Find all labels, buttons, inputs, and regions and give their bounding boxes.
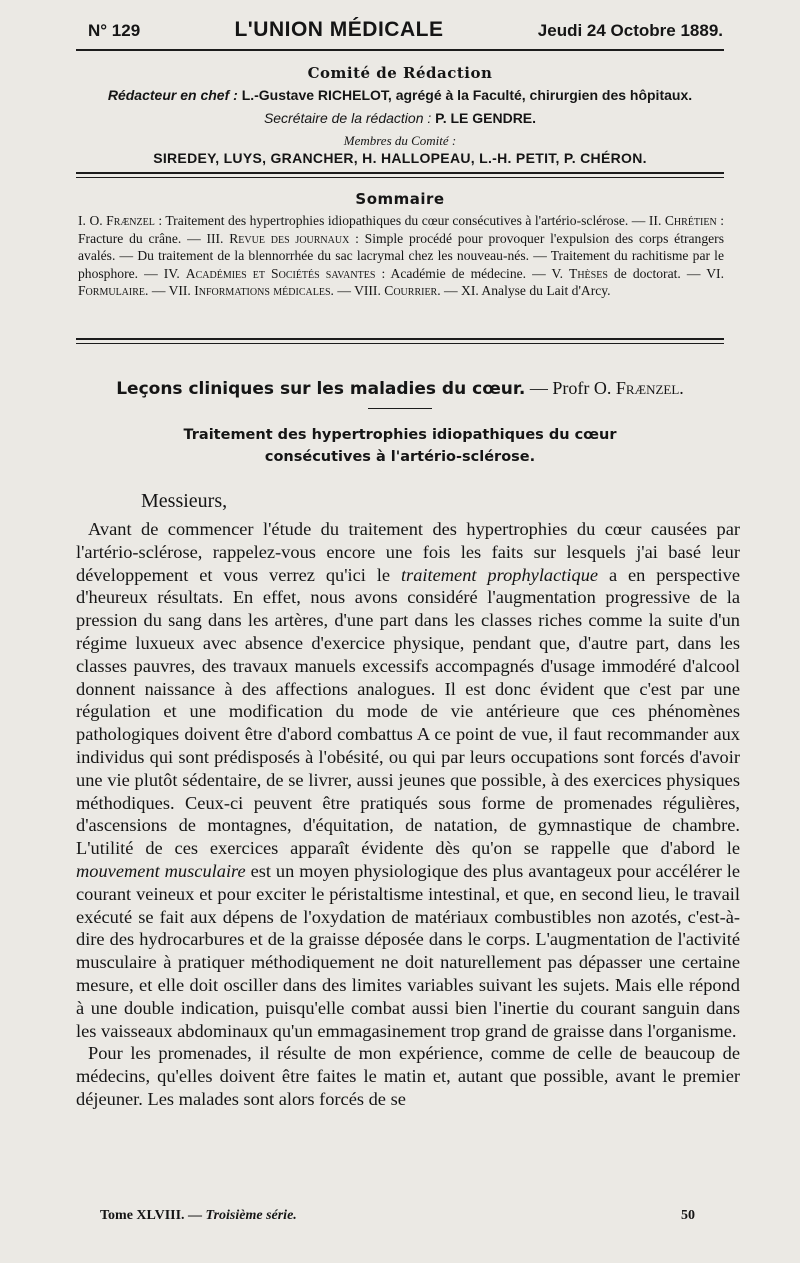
sommaire-rule-bottom xyxy=(76,343,724,344)
sommaire-entry-author: Thèses xyxy=(569,265,608,281)
sommaire-entry-author: Revue des journaux xyxy=(229,230,350,246)
secretaire-name: P. LE GENDRE. xyxy=(435,110,537,126)
sommaire-entry-text: : Traitement des hypertrophies idiopathiques du cœur consécutives à l'artério-sclérose. — xyxy=(154,213,649,228)
sommaire-entry xyxy=(461,283,611,298)
sommaire-entry-number: II. xyxy=(648,213,665,228)
paragraph-1 xyxy=(76,518,740,1042)
sommaire-entry-text: : Fracture du crâne. — xyxy=(78,213,724,246)
sommaire-entry-author: Chrétien xyxy=(664,213,717,228)
article-body xyxy=(76,518,740,1111)
comite-title: Comité de Rédaction xyxy=(307,64,493,82)
sommaire-entry-text: Analyse du Lait d'Arcy. xyxy=(481,283,611,298)
sommaire-entry-text: . — xyxy=(330,283,355,298)
p1-emphasis-2: mouvement musculaire xyxy=(76,860,246,881)
sommaire-entry-text: . — xyxy=(145,283,169,298)
serie-label: Troisième série. xyxy=(205,1208,297,1223)
sommaire-entry xyxy=(164,266,552,281)
article-title-line2: consécutives à l'artério-sclérose. xyxy=(264,449,536,465)
title-separator xyxy=(368,408,432,409)
sommaire-entry-text: . — xyxy=(437,283,462,298)
sommaire-entry-number: V. xyxy=(551,265,570,281)
lecons-title: Leçons cliniques sur les maladies du cœur. xyxy=(116,379,526,399)
sommaire-entry-number: VII. xyxy=(168,283,195,298)
paragraph-2: Pour les promenades, il résulte de mon expérience, comme de celle de beaucoup de médecins, qu'elles doivent être faites le matin et, autant que possible, avant le premier déjeuner. Les malades sont alors forcés de se xyxy=(76,1043,740,1109)
tome-info xyxy=(100,1208,297,1224)
membres-label: Membres du Comité : xyxy=(343,133,457,148)
redacteur-label: Rédacteur en chef : xyxy=(107,87,238,103)
sommaire-entry-author: Formulaire xyxy=(78,283,146,298)
sommaire-entry-number: III. xyxy=(206,230,230,246)
sommaire-entry xyxy=(552,266,707,281)
redacteur-name: L.-Gustave RICHELOT, agrégé à la Faculté, chirurgien des hôpitaux. xyxy=(241,87,693,103)
article-title xyxy=(140,424,660,468)
sommaire-rule-top xyxy=(76,338,724,340)
salutation: Messieurs, xyxy=(141,490,228,512)
p1-text-a: Avant de commencer l'étude du traitement des hypertrophies du cœur causées par l'artério-sclérose, rappelez-vous encore une fois les faits sur lesquels j'ai basé leur développement et vous verrez qu'ici le xyxy=(76,519,740,585)
header-rule xyxy=(76,49,724,51)
sommaire-title: Sommaire xyxy=(355,190,445,208)
membres-list: SIREDEY, LUYS, GRANCHER, H. HALLOPEAU, L.-H. PETIT, P. CHÉRON. xyxy=(153,150,647,166)
comite-rule-bottom xyxy=(76,177,724,178)
page-footer xyxy=(100,1208,695,1224)
issue-number: N° 129 xyxy=(88,21,141,40)
lecons-author-name: Frænzel. xyxy=(615,378,684,398)
sommaire-entry xyxy=(169,283,355,298)
sommaire-entry-number: IV. xyxy=(163,265,186,281)
sommaire-entry-text: : Simple procédé pour provoquer l'expulsion des corps étrangers avalés. — Du traitement de la blennorrhée du sac lacrymal chez les nouveau-nés. — Traitement du rachitisme par le phosphore. — xyxy=(78,230,724,281)
tome-label: Tome XLVIII. — xyxy=(100,1208,203,1223)
lecons-author-prefix: Profr O. xyxy=(552,378,616,398)
journal-title: L'UNION MÉDICALE xyxy=(234,18,444,41)
p1-text-c: est un moyen physiologique des plus avantageux pour accélérer le courant veineux et pour exciter le péristaltisme intestinal, et que, en second lieu, le travail exécuté se fait aux dépens de l'oxydation de matériaux combustibles non azotés, c'est-à-dire des hydrocarbures et de la graisse déposée dans le corps. L'augmentation de l'activité musculaire à pratiquer méthodiquement ne doit naturellement pas dépasser une certaine mesure, et elle doit osciller dans des limites variables suivant les sujets. Mais elle répond à une double indication, puisqu'elle combat aussi bien l'inertie du courant sanguin dans les vaisseaux abdominaux qu'un emmagasinement trop grand de graisse dans l'organisme. xyxy=(76,860,740,1041)
page-number: 50 xyxy=(681,1208,695,1223)
comite-rule-top xyxy=(76,172,724,174)
p1-emphasis-1: traitement prophylactique xyxy=(400,564,599,585)
page-header xyxy=(88,18,723,42)
article-title-line1: Traitement des hypertrophies idiopathiques du cœur xyxy=(183,427,617,443)
sommaire-entry-number: XI. xyxy=(461,283,482,298)
p1-text-b: a en perspective d'heureux résultats. En effet, nous avons considéré l'augmentation progressive de la pression du sang dans les artères, d'une part dans les classes riches comme la suite d'un régime luxueux avec absence d'exercice physique, pendant que, d'autre part, dans les classes pauvres, des travaux manuels excessifs accompagnés d'usage immodéré d'alcool donnent naissance à des affections analogues. Il est donc évident que c'est par une régulation et une modification du mode de vie antérieure que ces phénomènes pathologiques doivent être d'abord combattus A ce point de vue, il faut recommander aux individus qui sont prédisposés à l'obésité, ou qui par leurs occupations sont forcés d'avoir une vie plutôt sédentaire, de se livrer, aussi jeunes que possible, à des exercices physiques méthodiques. Ceux-ci peuvent être pratiqués sous forme de promenades régulières, d'ascensions de montagnes, d'équitation, de natation, de gymnastique de chambre. L'utilité de ces exercices apparaît évidente dès qu'on se rappelle que d'abord le xyxy=(76,564,740,859)
sommaire-entry-number: VIII. xyxy=(354,283,385,298)
sommaire-entry-number: I. xyxy=(78,213,90,228)
secretaire-line xyxy=(76,110,724,126)
secretaire-label: Secrétaire de la rédaction : xyxy=(263,110,432,126)
sommaire-entry xyxy=(354,283,461,298)
sommaire-entry xyxy=(78,213,649,228)
sommaire-entry-author: Courrier xyxy=(384,283,438,298)
lecons-dash: — xyxy=(525,378,553,398)
sommaire-entry-text: de doctorat. — xyxy=(607,265,707,281)
sommaire-entry-author: Académies et Sociétés savantes xyxy=(185,265,376,281)
sommaire-entry-author: Informations médicales xyxy=(194,283,331,298)
sommaire-body xyxy=(78,212,724,300)
sommaire-entry-number: VI. xyxy=(706,265,724,281)
sommaire-entry-author: O. Frænzel xyxy=(89,213,155,228)
lecons-heading xyxy=(76,378,724,399)
issue-date: Jeudi 24 Octobre 1889. xyxy=(537,21,723,40)
sommaire-entry-text: : Académie de médecine. — xyxy=(375,265,552,281)
redacteur-line xyxy=(76,87,724,103)
